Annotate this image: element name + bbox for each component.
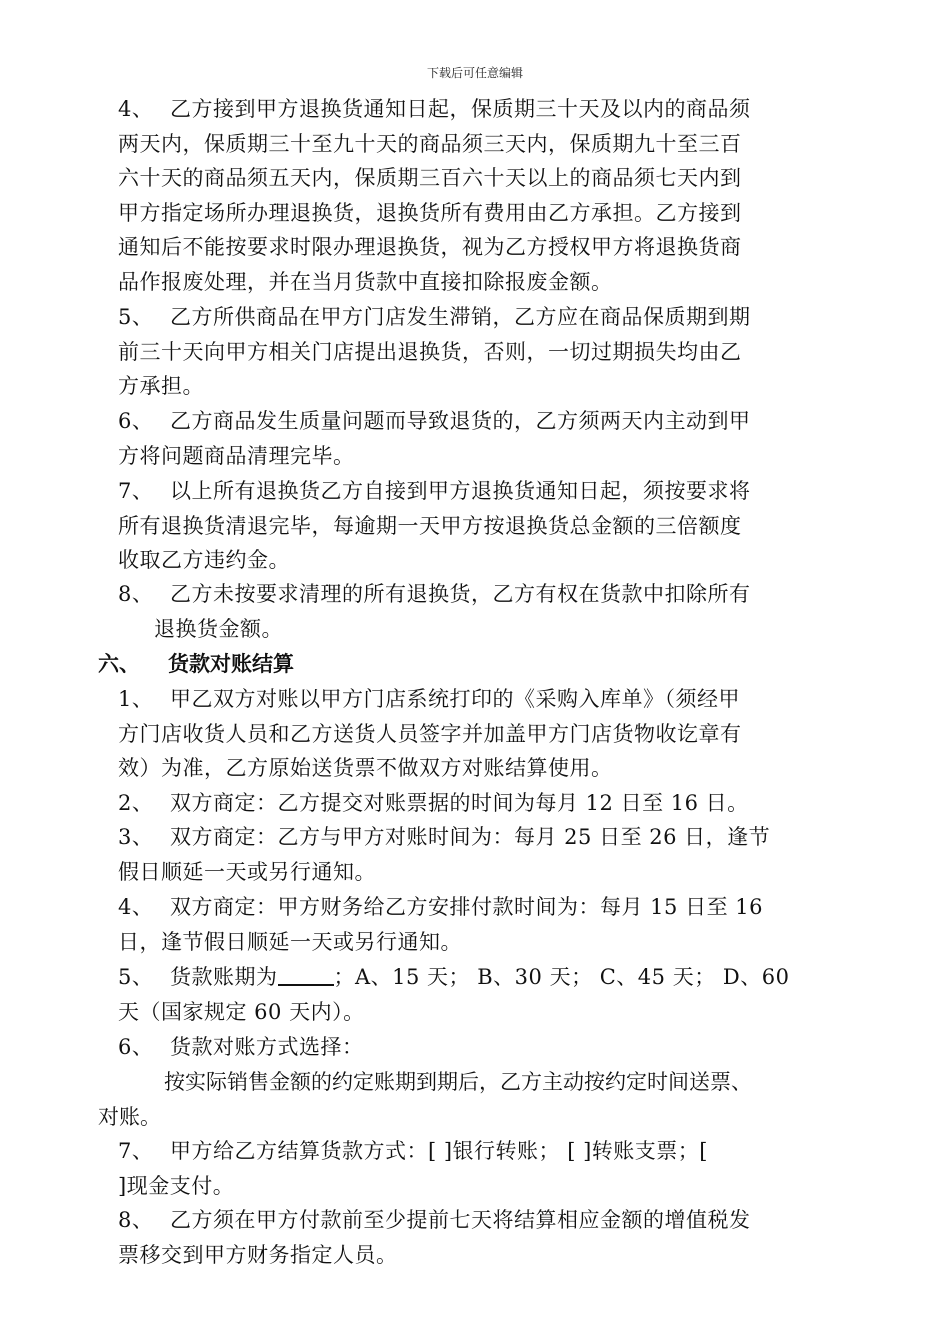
clause-number: 2、 [118, 791, 154, 815]
clause-line: 六十天的商品须五天内，保质期三百六十天以上的商品须七天内到 [118, 166, 742, 190]
clause-line: 乙方未按要求清理的所有退换货，乙方有权在货款中扣除所有 [170, 582, 751, 606]
clause-line: 甲方指定场所办理退换货，退换货所有费用由乙方承担。乙方接到 [118, 200, 742, 225]
clause-number: 6、 [118, 1035, 154, 1059]
payment-term-blank[interactable] [278, 964, 334, 986]
clause-line: 方门店收货人员和乙方送货人员签字并加盖甲方门店货物收讫章有 [118, 721, 742, 746]
clause-line: 以上所有退换货乙方自接到甲方退换货通知日起，须按要求将 [170, 479, 751, 503]
clause-line: 效）为准，乙方原始送货票不做双方对账结算使用。 [118, 756, 613, 780]
header-note: 下载后可任意编辑 [426, 66, 523, 80]
clause-line: 双方商定：甲方财务给乙方安排付款时间为：每月 15 日至 16 [170, 895, 763, 919]
clause-line: 乙方须在甲方付款前至少提前七天将结算相应金额的增值税发 [170, 1208, 751, 1232]
settlement-clause-2 [118, 786, 830, 821]
clause-line: ]现金支付。 [118, 1173, 235, 1198]
clause-line: 双方商定：乙方提交对账票据的时间为每月 12 日至 16 日。 [170, 791, 749, 815]
settlement-clause-7 [118, 1134, 830, 1203]
clause-line: 收取乙方违约金。 [118, 548, 290, 572]
section-title: 货款对账结算 [168, 652, 294, 676]
settlement-clause-6 [118, 1030, 830, 1065]
clause-line: 甲乙双方对账以甲方门店系统打印的《采购入库单》（须经甲 [170, 687, 740, 711]
clause-line: 通知后不能按要求时限办理退换货，视为乙方授权甲方将退换货商 [118, 235, 742, 259]
settlement-clause-5 [118, 960, 830, 1029]
settlement-clause-3 [118, 820, 830, 889]
reconciliation-method-paragraph [98, 1065, 838, 1134]
clause-7 [118, 474, 830, 578]
clause-line: 所有退换货清退完毕，每逾期一天甲方按退换货总金额的三倍额度 [118, 513, 742, 538]
clause-line: 乙方商品发生质量问题而导致退货的，乙方须两天内主动到甲 [170, 409, 751, 433]
settlement-clause-4 [118, 890, 830, 959]
payment-term-options: ；A、15 天； B、30 天； C、45 天； D、60 [333, 965, 790, 989]
clause-number: 8、 [118, 1208, 154, 1232]
clause-number: 5、 [118, 305, 154, 329]
clause-number: 7、 [118, 1139, 154, 1163]
settlement-clause-8 [118, 1203, 830, 1272]
clause-line: 乙方接到甲方退换货通知日起，保质期三十天及以内的商品须 [170, 97, 751, 121]
clause-line: 退换货金额。 [154, 616, 283, 641]
clause-5 [118, 300, 830, 404]
paragraph-line: 对账。 [98, 1104, 161, 1129]
clause-line: 货款对账方式选择： [170, 1035, 364, 1059]
clause-line: 双方商定：乙方与甲方对账时间为：每月 25 日至 26 日，逢节 [170, 825, 771, 849]
clause-line: 假日顺延一天或另行通知。 [118, 859, 376, 884]
payment-term-prefix: 货款账期为 [170, 965, 278, 989]
clause-line: 天（国家规定 60 天内）。 [118, 999, 365, 1024]
clause-line: 乙方所供商品在甲方门店发生滞销，乙方应在商品保质期到期 [170, 305, 751, 329]
clause-number: 5、 [118, 965, 154, 989]
clause-number: 6、 [118, 409, 154, 433]
clause-line: 前三十天向甲方相关门店提出退换货，否则，一切过期损失均由乙 [118, 339, 742, 364]
clause-6 [118, 404, 830, 473]
clause-8 [118, 577, 830, 646]
clause-line: 方承担。 [118, 374, 204, 398]
clause-number: 4、 [118, 895, 154, 919]
clause-line: 两天内，保质期三十至九十天的商品须三天内，保质期九十至三百 [118, 131, 742, 156]
clause-line [118, 960, 830, 995]
section-heading [98, 647, 294, 681]
clause-4 [118, 92, 830, 299]
clause-number: 7、 [118, 479, 154, 503]
clause-number: 1、 [118, 687, 154, 711]
clause-number: 3、 [118, 825, 154, 849]
clause-line: 甲方给乙方结算货款方式：[ ]银行转账； [ ]转账支票；[ [170, 1139, 708, 1163]
section-number: 六、 [98, 652, 140, 676]
clause-number: 4、 [118, 97, 154, 121]
settlement-clause-1 [118, 682, 830, 786]
clause-number: 8、 [118, 582, 154, 606]
clause-line: 票移交到甲方财务指定人员。 [118, 1242, 398, 1267]
clause-line: 方将问题商品清理完毕。 [118, 443, 355, 468]
clause-line: 日，逢节假日顺延一天或另行通知。 [118, 929, 462, 954]
paragraph-line: 按实际销售金额的约定账期到期后，乙方主动按约定时间送票、 [164, 1070, 752, 1094]
clause-line: 品作报废处理，并在当月货款中直接扣除报废金额。 [118, 269, 613, 294]
